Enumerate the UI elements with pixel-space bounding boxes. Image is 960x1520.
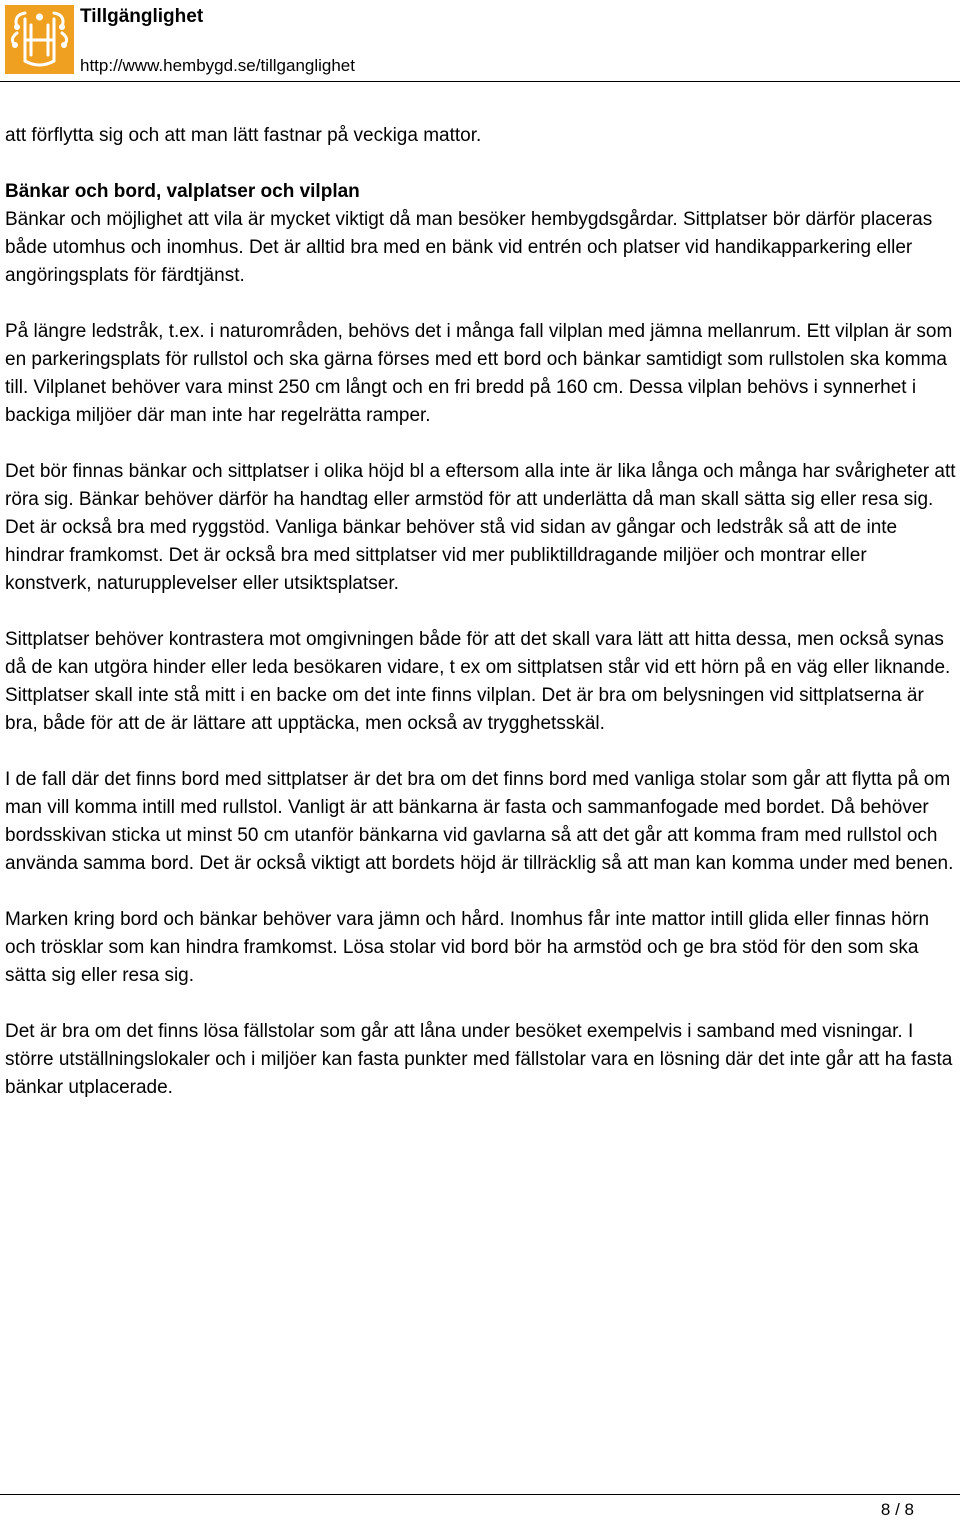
section-benches: [5, 178, 958, 290]
paragraph-1: Bänkar och möjlighet att vila är mycket viktigt då man besöker hembygdsgårdar. Sittplatser bör därför placeras både utomhus och inomhus. Det är alltid bra med en bänk vid entrén och platser vid handikapparkering eller angöringsplats för färdtjänst.: [5, 209, 933, 286]
paragraph-3: Det bör finnas bänkar och sittplatser i olika höjd bl a eftersom alla inte är lika långa och många har svårigheter att röra sig. Bänkar behöver därför ha handtag eller armstöd för att underlätta då man skall sätta sig eller resa sig. Det är också bra med ryggstöd. Vanliga bänkar behöver stå vid sidan av gångar och ledstråk så att de inte hindrar framkomst. Det är också bra med sittplatser vid mer publiktilldragande miljöer och montrar eller konstverk, naturupplevelser eller utsiktsplatser.: [5, 461, 956, 594]
paragraph-4: Sittplatser behöver kontrastera mot omgivningen både för att det skall vara lätt att hitta dessa, men också synas då de kan utgöra hinder eller leda besökaren vidare, t ex om sittplatsen står vid ett hörn på en väg eller liknande. Sittplatser skall inte stå mitt i en backe om det inte finns vilplan. Det är bra om belysningen vid sittplatserna är bra, både för att de är lättare att upptäcka, men också av trygghetsskäl.: [5, 629, 951, 734]
header-divider: [0, 81, 960, 82]
page-number: 8 / 8: [880, 1500, 914, 1519]
site-title: Tillgänglighet: [80, 6, 204, 27]
footer-divider: [0, 1494, 960, 1495]
paragraph-6: Marken kring bord och bänkar behöver vara jämn och hård. Inomhus får inte mattor intill glida eller finnas hörn och trösklar som kan hindra framkomst. Lösa stolar vid bord bör ha armstöd och ge bra stöd för den som ska sätta sig eller resa sig.: [5, 909, 930, 986]
article-content: [5, 122, 958, 1130]
section-heading: Bänkar och bord, valplatser och vilplan: [5, 181, 360, 202]
site-url[interactable]: http://www.hembygd.se/tillganglighet: [80, 56, 355, 75]
paragraph-5: I de fall där det finns bord med sittplatser är det bra om det finns bord med vanliga stolar som går att flytta på om man vill komma intill med rullstol. Vanligt är att bänkarna är fasta och sammanfogade med bordet. Då behöver bordsskivan sticka ut minst 50 cm utanför bänkarna vid gavlarna så att det går att komma fram med rullstol och använda samma bord. Det är också viktigt att bordets höjd är tillräcklig så att man kan komma under med benen.: [5, 769, 954, 874]
hembygd-logo-icon: [5, 5, 74, 74]
paragraph-2: På längre ledstråk, t.ex. i naturområden, behövs det i många fall vilplan med jämna mellanrum. Ett vilplan är som en parkeringsplats för rullstol och ska gärna förses med ett bord och bänkar samtidigt som rullstolen ska komma till. Vilplanet behöver vara minst 250 cm långt och en fri bredd på 160 cm. Dessa vilplan behövs i synnerhet i backiga miljöer där man inte har regelrätta ramper.: [5, 321, 953, 426]
page-header: [0, 0, 960, 82]
paragraph-7: Det är bra om det finns lösa fällstolar som går att låna under besöket exempelvis i samband med visningar. I större utställningslokaler och i miljöer kan fasta punkter med fällstolar vara en lösning där det inte går att ha fasta bänkar utplacerade.: [5, 1021, 953, 1098]
intro-paragraph: att förflytta sig och att man lätt fastnar på veckiga mattor.: [5, 125, 482, 146]
